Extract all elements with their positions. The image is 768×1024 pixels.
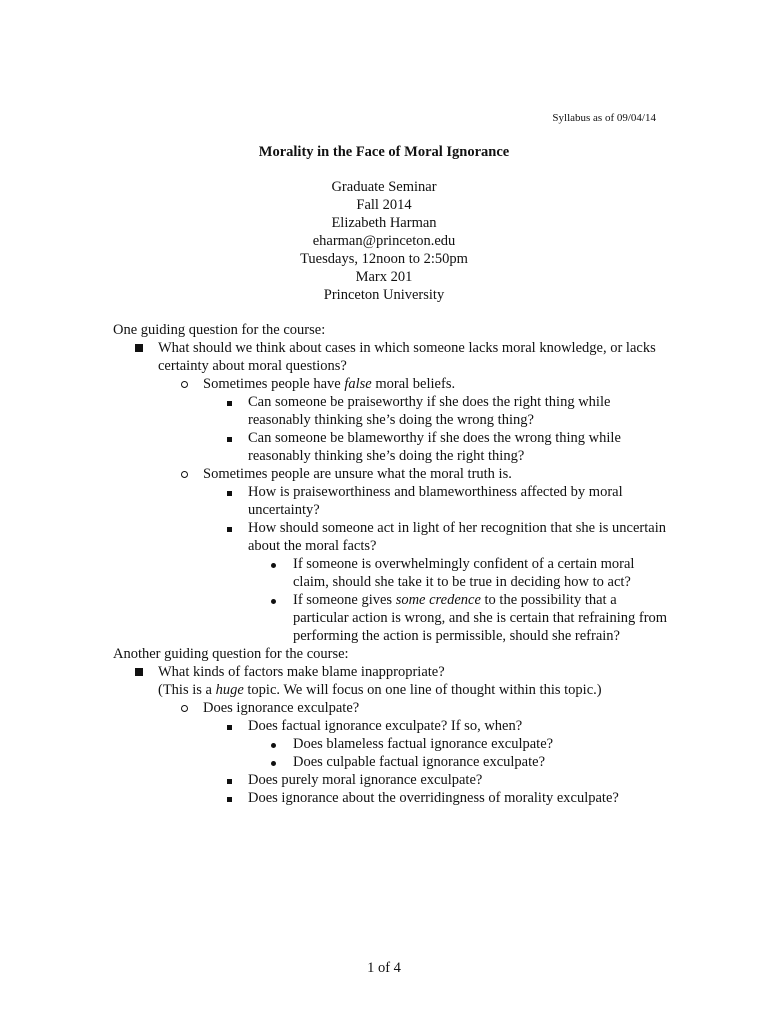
list-item: How should someone act in light of her recognition that she is uncertain about the moral facts? (113, 519, 673, 555)
list-item: Can someone be praiseworthy if she does the right thing while reasonably thinking she’s doing the wrong thing? (113, 393, 673, 429)
small-square-bullet-icon (227, 789, 232, 807)
list-item: Does culpable factual ignorance exculpate? (113, 753, 673, 771)
small-square-bullet-icon (227, 483, 232, 501)
small-square-bullet-icon (227, 519, 232, 537)
list-item: Does factual ignorance exculpate? If so, when? (113, 717, 673, 735)
note-line: (This is a huge topic. We will focus on one line of thought within this topic.) (158, 682, 602, 698)
square-bullet-icon (135, 339, 143, 357)
info-line-seminar: Graduate Seminar (331, 179, 437, 195)
dot-bullet-icon (271, 753, 276, 771)
small-square-bullet-icon (227, 771, 232, 789)
square-bullet-icon (135, 663, 143, 681)
list-item: Does ignorance exculpate? (113, 699, 673, 717)
small-square-bullet-icon (227, 393, 232, 411)
list-item: Does ignorance about the overridingness of morality exculpate? (113, 789, 673, 807)
small-square-bullet-icon (227, 717, 232, 735)
list-item: How is praiseworthiness and blameworthiness affected by moral uncertainty? (113, 483, 673, 519)
dot-bullet-icon (271, 735, 276, 753)
list-item: What kinds of factors make blame inappropriate? (113, 663, 673, 681)
section-intro: Another guiding question for the course: (113, 646, 349, 662)
syllabus-date: Syllabus as of 09/04/14 (552, 112, 656, 124)
dot-bullet-icon (271, 555, 276, 573)
circle-bullet-icon (181, 375, 188, 393)
list-item: If someone is overwhelmingly confident of a certain moral claim, should she take it to be true in deciding how to act? (113, 555, 673, 591)
circle-bullet-icon (181, 465, 188, 483)
circle-bullet-icon (181, 699, 188, 717)
info-line-term: Fall 2014 (356, 197, 412, 213)
page-number: 1 of 4 (367, 960, 401, 976)
list-item: Does blameless factual ignorance exculpate? (113, 735, 673, 753)
small-square-bullet-icon (227, 429, 232, 447)
list-item: Does purely moral ignorance exculpate? (113, 771, 673, 789)
info-line-university: Princeton University (323, 287, 445, 303)
list-item: If someone gives some credence to the possibility that a particular action is wrong, and she is certain that refraining from performing the action is permissible, should she refrain? (113, 591, 673, 645)
section-intro: One guiding question for the course: (113, 322, 326, 338)
dot-bullet-icon (271, 591, 276, 609)
course-title: Morality in the Face of Moral Ignorance (258, 144, 510, 160)
list-item: Can someone be blameworthy if she does the wrong thing while reasonably thinking she’s doing the right thing? (113, 429, 673, 465)
list-item: Sometimes people have false moral beliefs. (113, 375, 673, 393)
info-line-time: Tuesdays, 12noon to 2:50pm (300, 251, 468, 267)
course-info (0, 178, 768, 304)
syllabus-body (113, 321, 673, 807)
info-line-room: Marx 201 (355, 269, 413, 285)
info-line-instructor: Elizabeth Harman (331, 215, 437, 231)
info-line-email[interactable]: eharman@princeton.edu (312, 233, 456, 249)
list-item: What should we think about cases in which someone lacks moral knowledge, or lacks certainty about moral questions? (113, 339, 673, 375)
list-item: Sometimes people are unsure what the moral truth is. (113, 465, 673, 483)
